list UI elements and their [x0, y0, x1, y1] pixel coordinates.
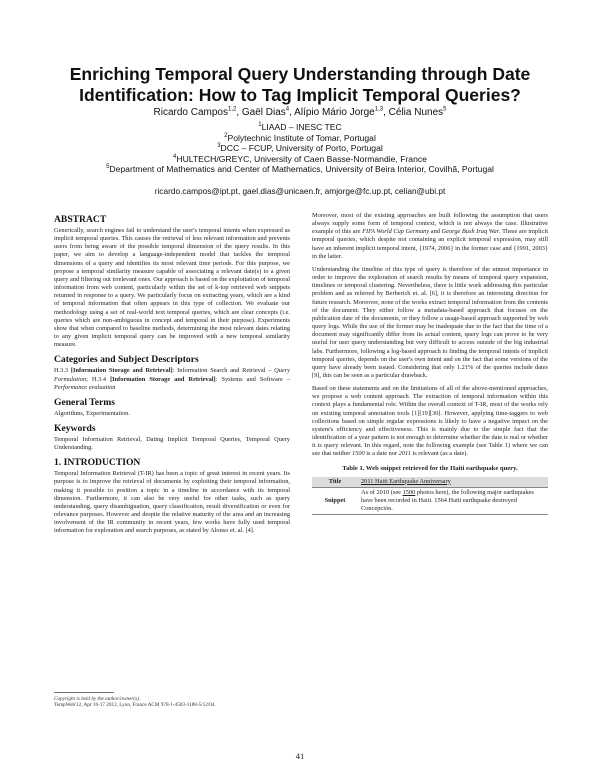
- title-line-1: Enriching Temporal Query Understanding through Date: [69, 64, 531, 84]
- abstract-text: Generically, search engines fail to understand the user's temporal intents when expressed as implicit temporal queries. This causes the retrieval of less relevant information and prevents users from being aware of the possible temporal dimension of the query results. In this paper, we aim to develop a language-independent model that tackles the temporal dimensions of a query and identifies its most relevant time periods. For this purpose, we propose a temporal similarity measure capable of associating a relevant date(s) to a given query and filtering out irrelevant ones. Our approach is based on the exploitation of temporal information from web content, particularly within the set of k-top retrieved web snippets returned in response to a query. We particularly focus on extracting years, which are a kind of temporal information that often appears in this type of collection. We evaluate our methodology using a set of real-world text temporal queries, which are clear concepts (i.e. queries which are non-ambiguous in concept and temporal in their purpose). Experiments show that when compared to baseline methods, determining the most relevant dates relating to any given implicit temporal query can be improved with a new temporal similarity measure.: [54, 227, 290, 349]
- footnote-rule: [54, 692, 114, 693]
- author-affil-sup: 1,2: [227, 106, 237, 113]
- affiliation: $^5$Department of Mathematics and Center of Mathematics, University of Beira Interior, Covilhã, Portugal: [106, 164, 494, 175]
- introduction-text: Temporal Information Retrieval (T-IR) has been a topic of great interest in recent years. Its purpose is to improve the retrieval of documents by exploiting their temporal information, making it possible to position a topic in a timeline in accordance with its temporal dimension. Furthermore, it can also be very useful for other tasks, such as query understanding, query disambiguation, query classification, result diversification or even for relevance purposes. However and despite the relative maturity of the area and an increasing involvement of the IR community in recent years, few works have fully used temporal information for exploration and search purposes, as stated by Alonso et. al. [4].: [54, 470, 290, 535]
- categories-text: H.3.3 [Information Storage and Retrieval]: Information Search and Retrieval – Query Formulation; H.3.4 [Information Storage and Retrieval]: Systems and Software – Performance evaluation: [54, 367, 290, 391]
- table-row: [312, 487, 548, 514]
- body-paragraph: Understanding the timeline of this type of query is therefore of the utmost importance in order to improve the exploration of search results by means of temporal query expansion, timelines or temporal clustering. Nevertheless, there is little work addressing this particular problem and as referred by Berberich et. al. [6], it is therefore an interesting direction for future research. Moreover, none of the works extract temporal information from the contents of the document. They either follow a metadata-based approach that focuses on the publication date of the documents, or they follow a usage-based approach supported by web query logs. While the use of the former may be inadequate due to the fact that the time of a document may significantly differ from its actual content, query logs can prove to be very useful for user query understanding but very difficult to access outside of the big industrial labs. Furthermore, following a log-based approach to finding the temporal intents of implicit temporal queries, depends on the user's own intent and on the fact that some versions of the query have already been issued. Considering that only 1.21% of the queries include dates [9], this can be seen as a particular drawback.: [312, 265, 548, 379]
- left-column: [54, 212, 290, 541]
- keywords-text: Temporal Information Retrieval, Dating Implicit Temporal Queries, Temporal Query Understanding.: [54, 435, 290, 452]
- author-affil-sup: 4: [285, 106, 290, 113]
- author-emails: ricardo.campos@ipt.pt, gael.dias@unicaen.fr, amjorge@fc.up.pt, celian@ubi.pt: [154, 186, 446, 196]
- author-name: Alípio Mário Jorge: [294, 107, 375, 118]
- affiliation: $^3$DCC – FCUP, University of Porto, Portugal: [217, 143, 383, 154]
- author-affil-sup: 1,3: [374, 106, 384, 113]
- copyright-footnote: [54, 692, 290, 709]
- categories-heading: Categories and Subject Descriptors: [54, 354, 199, 366]
- abstract-heading: ABSTRACT: [54, 214, 107, 225]
- general-terms-heading: General Terms: [54, 396, 116, 408]
- affiliation: $^4$HULTECH/GREYC, University of Caen Basse-Normandie, France: [173, 153, 427, 164]
- page-number: 41: [295, 751, 305, 761]
- affiliation: $^1$LIAAD – INESC TEC: [258, 122, 342, 132]
- body-paragraph: Moreover, most of the existing approaches are built following the assumption that users always supply some form of temporal context, which is not always the case. Illustrative example of this are FIFA World Cup Germany and George Bush Iraq War. These are implicit temporal queries, which despite not containing an explicit temporal expression, may still have an inherent implicit temporal intent, {1974, 2006} in the former case and {1991, 2003} in the latter.: [312, 212, 548, 260]
- table-caption: Table 1. Web snippet retrieved for the Haiti earthquake query.: [342, 464, 518, 472]
- table-label-snippet: Snippet: [312, 487, 358, 514]
- keywords-heading: Keywords: [54, 422, 96, 434]
- snippet-table: [312, 477, 548, 516]
- title-line-2: Identification: How to Tag Implicit Temporal Queries?: [79, 85, 521, 105]
- table-title-value: 2011 Haiti Earthquake Anniversary: [358, 477, 548, 488]
- general-terms-text: Algorithms, Experimentation.: [54, 409, 130, 417]
- conference-line: TempWeb'12, Apr 16-17 2012, Lyon, France ACM 978-1-4503-1188-5/12/04.: [54, 702, 216, 709]
- affiliation-list: [40, 122, 560, 175]
- author-name: Gaël Dias: [241, 107, 286, 118]
- introduction-heading: 1. INTRODUCTION: [54, 457, 141, 469]
- author-affil-sup: 5: [443, 106, 447, 113]
- author-name: Célia Nunes: [388, 107, 444, 118]
- table-snippet-value: As of 2010 (see 1500 photos here), the following major earthquakes have been recorded in Haiti. 1564 Haiti earthquake destroyed Concepción.: [358, 487, 548, 514]
- affiliation: $^2$Polytechnic Institute of Tomar, Portugal: [224, 132, 376, 143]
- author-name: Ricardo Campos: [153, 107, 228, 118]
- right-column: [312, 212, 548, 515]
- table-row: [312, 477, 548, 488]
- paper-title: [40, 64, 560, 106]
- copyright-line: Copyright is held by the author/owner(s).: [54, 696, 141, 702]
- author-list: Ricardo Campos$^{1,2}$, Gaël Dias$^4$, Alípio Mário Jorge$^{1,3}$, Célia Nunes$^5$: [153, 106, 447, 118]
- table-label-title: Title: [312, 477, 358, 488]
- body-paragraph: Based on these statements and on the limitations of all of the above-mentioned approaches, we propose a web content approach. The extraction of temporal information within this context plays a fundamental role. Within the overall context of T-IR, most of the works rely on existing temporal annotation tools [1][19][30]. However, applying time-taggers to web collections based on simple regular expressions is likely to have a negative impact on the system's efficiency and effectiveness. This is mainly due to the simple fact that the identification of a year pattern is not enough to determine whether the date is real or whether it is query relevant. In this regard, note the following example (see Table 1) where we can see that neither 1500 is a date nor 2011 is relevant (as a date).: [312, 385, 548, 458]
